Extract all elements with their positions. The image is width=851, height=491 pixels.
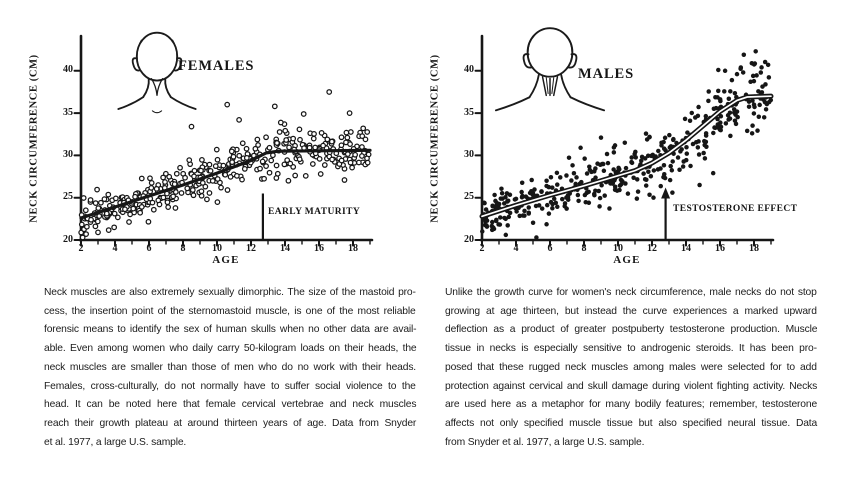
caption-line: affects not only specified muscle tissue but also specified neural tissue. Data [445, 417, 818, 429]
x-tick-label: 8 [180, 243, 186, 254]
caption-line: posed that these rugged neck muscles among males were selected for to add [445, 361, 817, 373]
caption-line: tissue in necks is especially sensitive to androgenic steroids. It has been pro- [445, 343, 817, 355]
x-tick-label: 18 [348, 243, 358, 254]
x-tick-label: 6 [146, 243, 152, 254]
caption-line: neck muscles are smaller than those of men who do no work with their heads. [44, 361, 417, 373]
caption-line: cess, the insertion point of the sternomastoid muscle, is one of the most reliable [44, 305, 416, 317]
y-tick-label: 40 [63, 64, 73, 76]
annotation-early-maturity: EARLY MATURITY [268, 207, 361, 217]
y-tick-label: 40 [464, 64, 474, 76]
x-tick-label: 12 [647, 243, 657, 254]
y-tick-label: 20 [464, 233, 474, 245]
x-axis-label: AGE [613, 254, 641, 266]
caption-line: Females, cross-culturally, do not normally have to suffer social violence to the [44, 380, 416, 392]
x-tick-label: 18 [749, 243, 759, 254]
caption-line: protection against cervical and skull damage during violent fighting activity. Necks [445, 380, 818, 392]
caption-line: forensic means to identify the sex of human skulls when no other data are avail- [44, 324, 417, 336]
males-caption-paragraph [445, 284, 817, 452]
x-tick-label: 14 [681, 243, 691, 254]
females-scatter-canvas [58, 30, 388, 265]
y-tick-label: 35 [464, 106, 474, 118]
caption-line: Neck muscles are also extremely sexually dimorphic. The size of the mastoid pro- [44, 287, 416, 298]
y-tick-label: 25 [63, 191, 73, 203]
caption-line: reach their growth plateau at around thirteen years of age. Data from Snyder [44, 417, 417, 429]
y-tick-label: 30 [63, 148, 73, 160]
females-chart-panel [28, 8, 435, 280]
x-tick-label: 2 [479, 243, 485, 254]
x-axis-label: AGE [212, 254, 240, 266]
x-tick-label: 10 [212, 243, 222, 254]
x-tick-label: 16 [314, 243, 324, 254]
caption-line: are used here as a metaphor for many bodily features; remember, testosterone [445, 399, 818, 411]
caption-line: growing at age thirteen, but instead the curve experiences a marked upward [445, 305, 817, 317]
annotation-testosterone-effect: TESTOSTERONE EFFECT [673, 204, 798, 214]
x-tick-label: 16 [715, 243, 725, 254]
x-tick-label: 8 [581, 243, 587, 254]
x-tick-label: 2 [78, 243, 84, 254]
x-tick-label: 4 [112, 243, 118, 254]
y-tick-label: 25 [464, 191, 474, 203]
caption-line: from Snyder et al. 1977, a large U.S. sample. [445, 436, 645, 448]
x-tick-label: 12 [246, 243, 256, 254]
x-tick-label: 4 [513, 243, 519, 254]
caption-line: deflection as a product of greater postpuberty testosterone production. Muscle [445, 324, 818, 336]
males-scatter-canvas [459, 30, 789, 265]
y-tick-label: 35 [63, 106, 73, 118]
females-caption-paragraph [44, 284, 416, 452]
y-axis-label: NECK CIRCUMFERENCE (CM) [429, 54, 441, 223]
x-tick-label: 6 [547, 243, 553, 254]
y-axis-label: NECK CIRCUMFERENCE (CM) [28, 54, 40, 223]
caption-line: able. Even among women who daily carry 50-kilogram loads on their heads, the [44, 343, 417, 355]
y-tick-label: 30 [464, 148, 474, 160]
x-tick-label: 10 [613, 243, 623, 254]
caption-line: et al. 1977, a large U.S. sample. [44, 436, 187, 448]
caption-line: Unlike the growth curve for women's neck circumference, male necks do not stop [445, 287, 817, 298]
y-tick-label: 20 [63, 233, 73, 245]
caption-line: head. It can be noted here that female cervical vertebrae and neck muscles [44, 399, 417, 411]
x-tick-label: 14 [280, 243, 290, 254]
males-chart-panel [429, 8, 836, 280]
